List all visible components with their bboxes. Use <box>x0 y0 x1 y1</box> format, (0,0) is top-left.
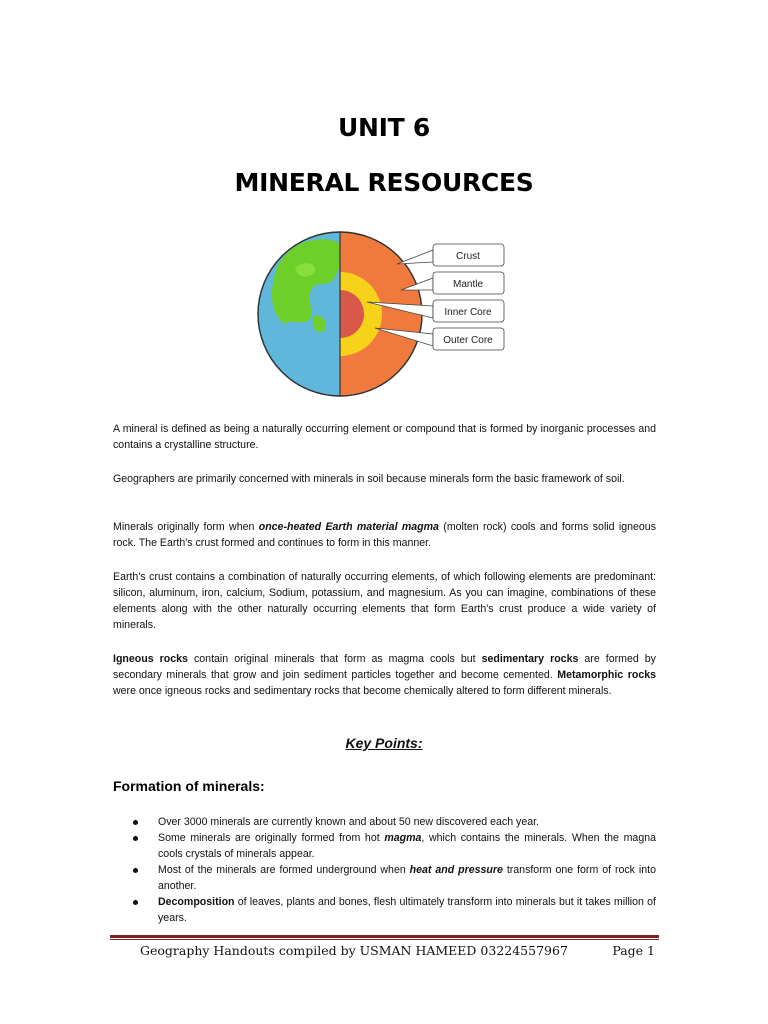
list-item-text <box>158 816 539 828</box>
earth-layers-diagram <box>255 228 515 400</box>
text-run: Some minerals are originally formed from hot <box>158 832 385 844</box>
text-run: , which contains the minerals. When the magna cools crystals of minerals appear. <box>158 832 656 860</box>
bullet-list <box>113 814 656 926</box>
emphasis-text: Decomposition <box>158 896 235 908</box>
text-run: contain original minerals that form as magma cools but <box>187 653 482 665</box>
text-run: were once igneous rocks and sedimentary rocks that become chemically altered to form different minerals. <box>113 685 612 697</box>
text-run: Earth's crust contains a combination of naturally occurring elements, of which following elements are predominant: silicon, aluminum, iron, calcium, Sodium, potassium, and magnesium. As you can imagine, combinations of these elements along with the other naturally occurring elements that form Earth's crust produce a wide variety of minerals. <box>113 571 656 631</box>
bullet-icon <box>133 900 138 905</box>
text-run: Minerals originally form when <box>113 521 259 533</box>
emphasis-text: sedimentary rocks <box>481 653 579 665</box>
paragraph <box>113 651 656 699</box>
emphasis-text: magma <box>384 832 422 844</box>
text-run: Over 3000 minerals are currently known and about 50 new discovered each year. <box>158 816 540 828</box>
list-item-text <box>158 864 656 892</box>
list-item-text <box>158 832 656 860</box>
crust-label: Crust <box>456 251 480 262</box>
list-item <box>113 830 656 862</box>
footer-credit: Geography Handouts compiled by USMAN HAMEED 03224557967 <box>140 943 568 958</box>
list-item <box>113 862 656 894</box>
inner-core-label: Inner Core <box>444 307 492 318</box>
list-item-text <box>158 896 656 924</box>
text-run: are formed by secondary minerals that grow and join sediment particles together and become cemented. <box>113 653 656 681</box>
text-run: Most of the minerals are formed underground when <box>158 864 410 876</box>
text-run: Geographers are primarily concerned with minerals in soil because minerals form the basic framework of soil. <box>113 473 625 485</box>
outer-core-label: Outer Core <box>443 335 493 346</box>
text-run: A mineral is defined as being a naturally occurring element or compound that is formed by inorganic processes and contains a crystalline structure. <box>113 423 656 451</box>
paragraph <box>113 471 656 487</box>
text-run: transform one form of rock into another. <box>158 864 656 892</box>
emphasis-text: Metamorphic rocks <box>557 669 656 681</box>
text-run: (molten rock) cools and forms solid igneous rock. The Earth's crust formed and continues to form in this manner. <box>113 521 656 549</box>
mantle-label: Mantle <box>452 279 484 290</box>
footer-divider <box>110 935 659 938</box>
unit-title: UNIT 6 <box>338 113 430 142</box>
list-item <box>113 894 656 926</box>
emphasis-text: once-heated Earth material magma <box>258 521 439 533</box>
page-number: Page 1 <box>612 943 655 958</box>
paragraph <box>113 519 656 551</box>
text-run: of leaves, plants and bones, flesh ultimately transform into minerals but it takes million of years. <box>158 896 656 924</box>
footer-divider-thin <box>110 939 659 940</box>
list-item <box>113 814 656 830</box>
bullet-icon <box>133 820 138 825</box>
page-title: MINERAL RESOURCES <box>234 168 534 197</box>
section-heading: Formation of minerals: <box>113 778 265 794</box>
emphasis-text: Igneous rocks <box>113 653 188 665</box>
bullet-icon <box>133 836 138 841</box>
paragraph <box>113 569 656 633</box>
paragraph <box>113 421 656 453</box>
emphasis-text: heat and pressure <box>409 864 503 876</box>
key-points-heading: Key Points: <box>345 735 423 751</box>
bullet-icon <box>133 868 138 873</box>
